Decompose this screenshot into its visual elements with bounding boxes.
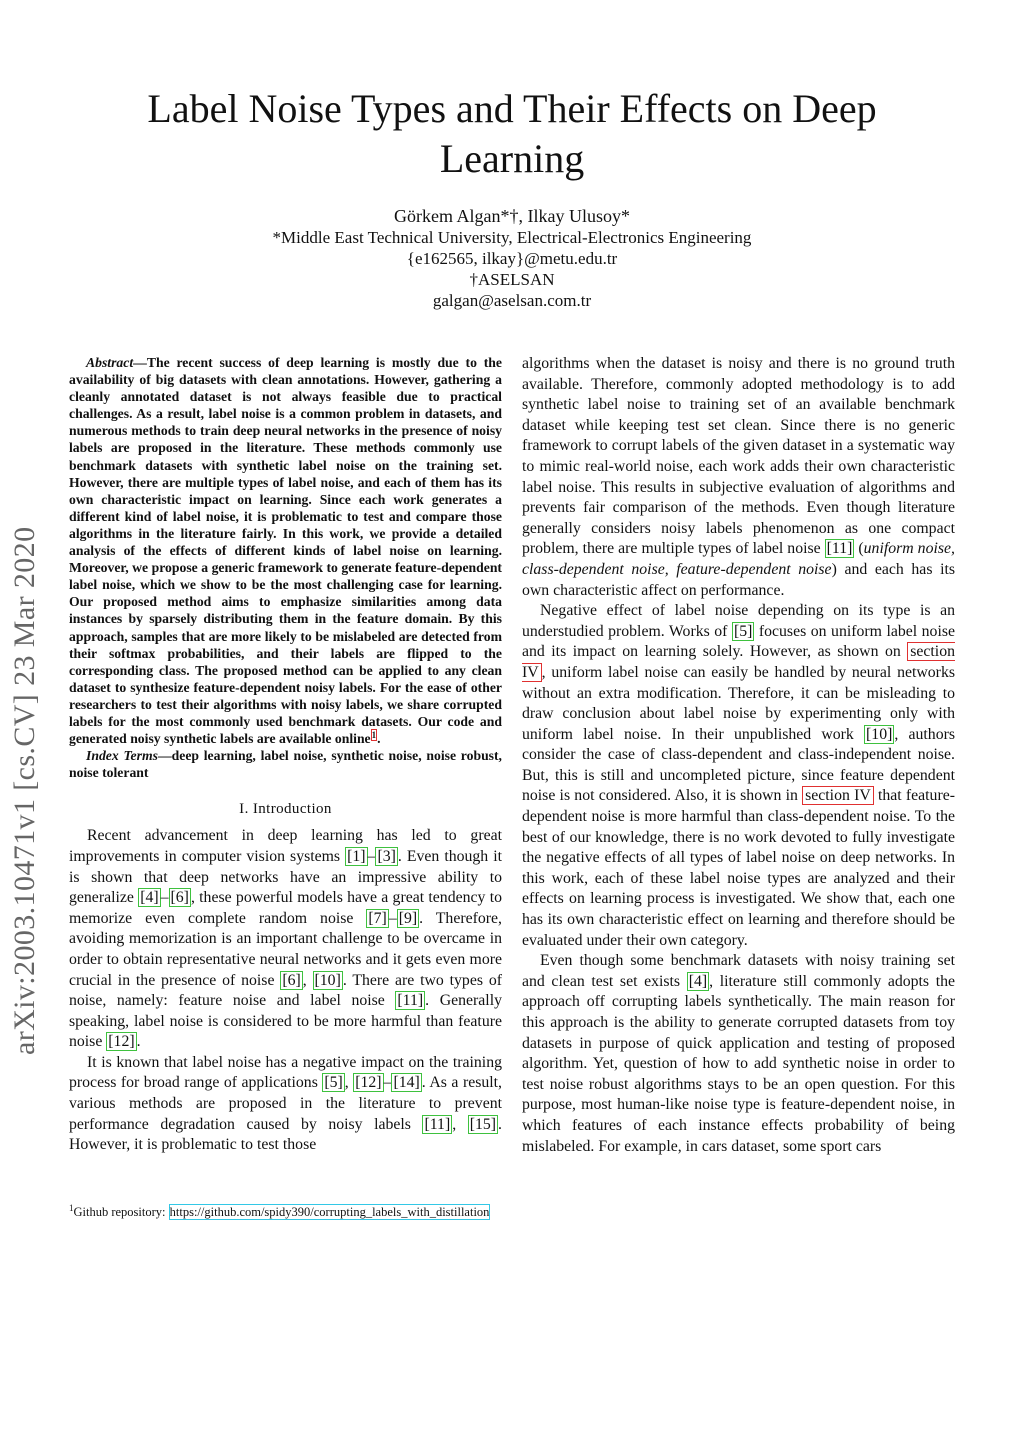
citation-link[interactable]: [6] <box>282 971 301 989</box>
section-ref-link[interactable]: section IV <box>522 643 955 681</box>
text-run: that feature-dependent noise is more harmful than class-dependent noise. To the best of our knowledge, there is no work devoted to fully investigate the negative effects of all types of label noise on deep networks. In this work, each of these label noise types are analyzed and their effects on learning process is investigated. We show that, each one has its own characteristic effect on learning and therefore should be evaluated under their own category. <box>522 787 955 949</box>
text-run: focuses on uniform label noise and its impact on learning solely. However, as shown on <box>522 622 955 661</box>
text-run: , uniform label noise can easily be handled by neural networks without an extra modification. Therefore, it can be misleading to draw conclusion about label noise by experimenting only with uniform label noise. In their unpublished work <box>522 663 955 743</box>
text-run: , authors consider the case of class-dependent and class-independent noise. But, this is still and uncompleted picture, since feature dependent noise is not considered. Also, it is shown in <box>522 725 956 805</box>
footnote-label: Github repository: <box>73 1205 169 1219</box>
citation-link[interactable]: [12] <box>108 1033 135 1051</box>
text-run: It is known that label noise has a negative impact on the training process for broad range of applications <box>69 1053 502 1092</box>
text-run: Recent advancement in deep learning has led to great improvements in computer vision systems <box>69 827 502 865</box>
abstract-label: Abstract <box>86 355 134 370</box>
text-run: . Even though it is shown that deep networks have an impressive ability to generalize <box>69 847 503 907</box>
text-run: . Therefore, avoiding memorization is an important challenge to be overcame in order to obtain representative neural networks and it gets even more crucial in the presence of noise <box>69 909 502 989</box>
citation-link[interactable]: [4] <box>688 972 708 990</box>
citation-link[interactable]: [11] <box>826 540 853 558</box>
text-run: , <box>452 1115 468 1133</box>
index-terms-label: Index Terms <box>86 748 158 764</box>
text-run: . As a result, various methods are proposed in the literature to prevent performance degradation caused by noisy labels <box>69 1074 502 1133</box>
email-aselsan: galgan@aselsan.com.tr <box>432 291 592 310</box>
text-run: – <box>388 909 397 927</box>
affiliation-metu: *Middle East Technical University, Electrical-Electronics Engineering <box>272 228 752 247</box>
text-run: uniform noise, class-dependent noise, feature-dependent noise <box>522 540 955 578</box>
right-column <box>522 354 955 1157</box>
text-run: . <box>136 1033 141 1051</box>
text-run: , these powerful models have a great tendency to memorize even complete random noise <box>69 889 502 927</box>
citation-link[interactable]: [5] <box>324 1074 343 1092</box>
text-run: – <box>160 889 169 907</box>
text-run: , <box>344 1074 354 1092</box>
right-paragraph-3 <box>522 951 955 1157</box>
citation-link[interactable]: [7] <box>368 909 387 927</box>
text-run: – <box>383 1074 392 1092</box>
intro-text <box>69 826 502 1156</box>
citation-link[interactable]: [14] <box>393 1074 420 1092</box>
citation-link[interactable]: [15] <box>469 1115 497 1133</box>
citation-link[interactable]: [3] <box>377 847 396 865</box>
text-run: . However, it is problematic to test those <box>69 1115 502 1154</box>
citation-link[interactable]: [12] <box>355 1074 382 1092</box>
intro-paragraph-2 <box>69 1053 502 1156</box>
citation-link[interactable]: [9] <box>398 909 418 927</box>
citation-link[interactable]: [11] <box>424 1115 451 1133</box>
index-terms-text: —deep learning, label noise, synthetic noise, noise robust, noise tolerant <box>69 748 502 781</box>
left-column <box>69 354 502 1156</box>
text-run: , <box>302 971 313 989</box>
citation-link[interactable]: [1] <box>347 847 366 865</box>
text-run: , literature still commonly adopts the approach off corrupting labels synthetically. The main reason for this approach is the ability to generate corrupted datasets from toy datasets in purpose of quick application and testing of proposed algorithm. Yet, question of how to add synthetic noise in order to test noise robust algorithms stays to be an open question. For this purpose, most human-like noise type is feature-dependent noise, in which features of each instance effects probability of being mislabeled. For example, in cars dataset, some sport cars <box>522 972 955 1155</box>
text-run: Negative effect of label noise depending on its type is an understudied problem. Works of <box>522 602 955 640</box>
text-run: Even though some benchmark datasets with noisy training set and clean test set exists <box>522 952 955 990</box>
text-run: ( <box>854 540 864 558</box>
footnote-link[interactable]: 1 <box>371 729 377 740</box>
section-heading-introduction: I. Introduction <box>239 801 332 818</box>
citation-link[interactable]: [10] <box>866 725 893 743</box>
author-block <box>90 206 934 311</box>
abstract-text: —The recent success of deep learning is mostly due to the availability of big datasets with clean annotations. However, gathering a cleanly annotated dataset is not always feasible due to practical challenges. As a result, label noise is a common problem in datasets, and numerous methods to train deep neural networks in the presence of noisy labels are proposed in the literature. These methods commonly use benchmark datasets with synthetic label noise on the training set. However, there are multiple types of label noise, and each of them has its own characteristic impact on learning. Since each work generates a different kind of label noise, it is problematic to test and compare those algorithms in the literature fairly. In this work, we provide a detailed analysis of the effects of different kinds of label noise on learning. Moreover, we propose a generic framework to generate feature-dependent label noise, which we show to be the most challenging case for learning. Our proposed method aims to emphasize similarities among data instances by sparsely distributing them in the feature domain. By this approach, samples that are more likely to be mislabeled are detected from their softmax probabilities, and their labels are flipped to the corresponding class. The proposed method can be applied to any clean dataset to synthesize feature-dependent noisy labels. For the ease of other researchers to test their algorithms with noisy labels, we share corrupted labels for the most commonly used benchmark datasets. Our code and generated noisy synthetic labels are available online <box>69 355 502 747</box>
citation-link[interactable]: [4] <box>140 889 159 907</box>
abstract <box>69 354 502 781</box>
footnote-mark: 1 <box>69 1202 74 1213</box>
paper-title: Label Noise Types and Their Effects on Deep Learning <box>147 86 877 181</box>
text-run: – <box>367 847 376 865</box>
section-ref-link[interactable]: section IV <box>802 786 874 805</box>
intro-paragraph-1 <box>69 826 502 1053</box>
footnote <box>69 1204 502 1221</box>
author-names: Görkem Algan*†, Ilkay Ulusoy* <box>394 206 630 226</box>
text-run: ) and each has its own characteristic affect on performance. <box>522 560 956 599</box>
text-run: . Generally speaking, label noise is considered to be more harmful than feature noise <box>69 992 502 1051</box>
right-paragraph-1 <box>522 354 955 601</box>
citation-link[interactable]: [6] <box>170 889 189 907</box>
affiliation-aselsan: †ASELSAN <box>469 270 555 289</box>
text-run: algorithms when the dataset is noisy and there is no ground truth available. Therefore, commonly adopted methodology is to add synthetic label noise to training set of an available benchmark dataset while keeping test set clean. Since there is no generic framework to corrupt labels of the given dataset in a systematic way to mimic real-world noise, each work adds their own characteristic label noise. This results in subjective evaluation of algorithms and prevents fair comparison of the methods. Even though literature generally considers noisy labels phenomenon as one compact problem, there are multiple types of label noise <box>522 355 955 558</box>
citation-link[interactable]: [11] <box>397 992 424 1010</box>
right-paragraph-2 <box>522 601 955 951</box>
text-run: . There are two types of noise, namely: feature noise and label noise <box>69 971 502 1010</box>
github-link[interactable]: https://github.com/spidy390/corrupting_labels_with_distillation <box>169 1205 490 1219</box>
abstract-end: . <box>377 731 381 747</box>
citation-link[interactable]: [5] <box>733 622 753 640</box>
arxiv-stamp: arXiv:2003.10471v1 [cs.CV] 23 Mar 2020 <box>8 526 41 1055</box>
email-metu: {e162565, ilkay}@metu.edu.tr <box>406 249 618 268</box>
citation-link[interactable]: [10] <box>314 971 341 989</box>
